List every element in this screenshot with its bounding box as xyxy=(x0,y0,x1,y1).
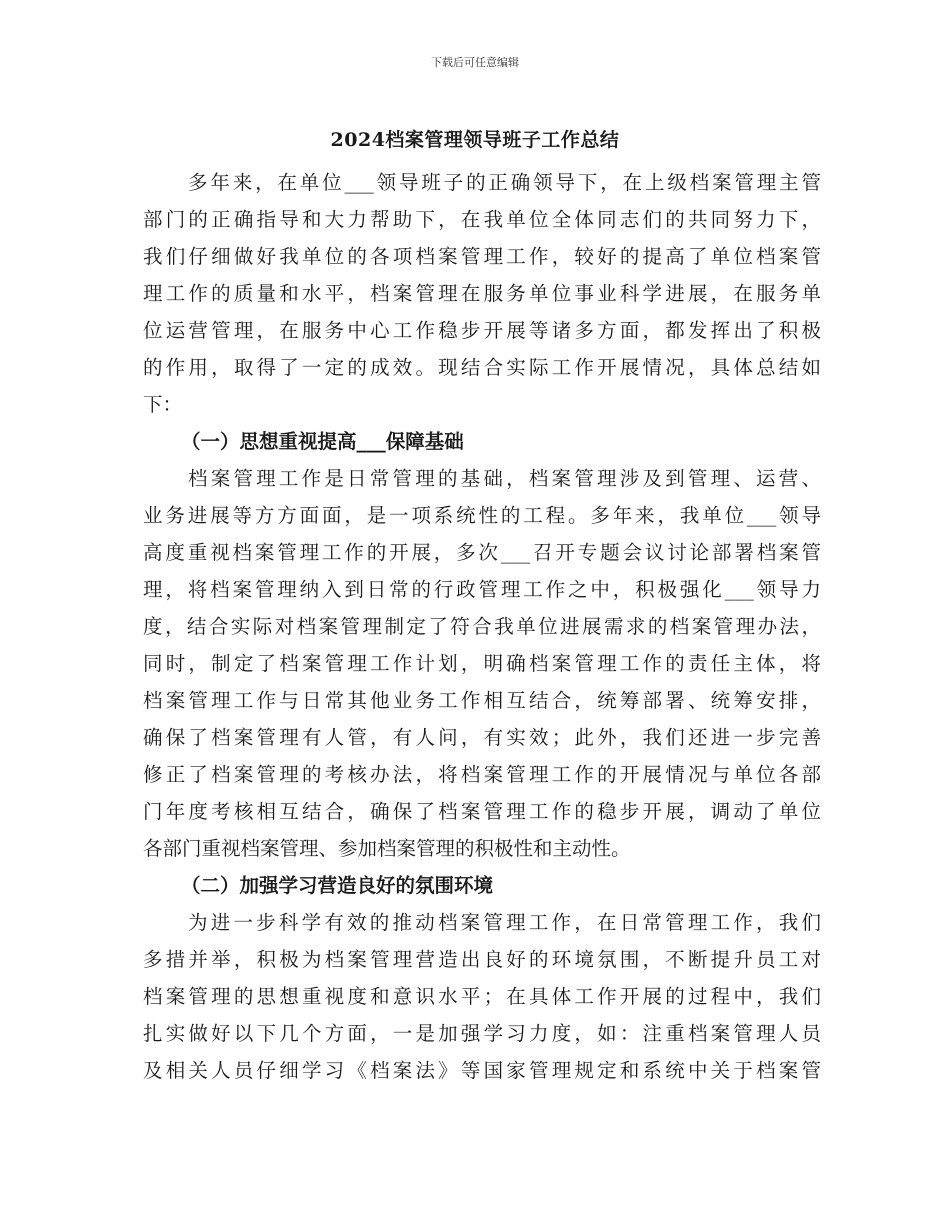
body-text-line: 下： xyxy=(143,393,183,416)
body-text-line: 我们仔细做好我单位的各项档案管理工作，较好的提高了单位档案管 xyxy=(143,245,821,268)
body-text-line: 同时，制定了档案管理工作计划，明确档案管理工作的责任主体，将 xyxy=(143,652,821,675)
document-title: 2024档案管理领导班子工作总结 xyxy=(330,129,620,151)
section-heading: （一）思想重视提高___保障基础 xyxy=(181,430,464,453)
body-text-line: 度，结合实际对档案管理制定了符合我单位进展需求的档案管理办法， xyxy=(143,615,821,638)
body-text-line: 确保了档案管理有人管，有人问，有实效；此外，我们还进一步完善 xyxy=(143,726,821,749)
body-text-line: 业务进展等方方面面，是一项系统性的工程。多年来，我单位___领导 xyxy=(143,504,821,527)
body-text-line: 部门的正确指导和大力帮助下，在我单位全体同志们的共同努力下， xyxy=(143,208,821,231)
body-text-line: 的作用，取得了一定的成效。现结合实际工作开展情况，具体总结如 xyxy=(143,356,821,379)
section-heading: （二）加强学习营造良好的氛围环境 xyxy=(181,874,494,897)
body-text-line: 为进一步科学有效的推动档案管理工作，在日常管理工作，我们 xyxy=(188,911,821,934)
body-text-line: 档案管理工作与日常其他业务工作相互结合，统筹部署、统筹安排， xyxy=(143,689,821,712)
body-text-line: 多年来，在单位___领导班子的正确领导下，在上级档案管理主管 xyxy=(188,171,821,194)
body-text-line: 及相关人员仔细学习《档案法》等国家管理规定和系统中关于档案管 xyxy=(143,1059,821,1082)
document-body xyxy=(143,164,821,1089)
page-header: 下载后可任意编辑 xyxy=(431,56,519,69)
body-text-line: 多措并举，积极为档案管理营造出良好的环境氛围，不断提升员工对 xyxy=(143,948,821,971)
body-text-line: 位运营管理，在服务中心工作稳步开展等诸多方面，都发挥出了积极 xyxy=(143,319,821,342)
body-text-line: 理，将档案管理纳入到日常的行政管理工作之中，积极强化___领导力 xyxy=(143,578,821,601)
body-text-line: 理工作的质量和水平，档案管理在服务单位事业科学进展，在服务单 xyxy=(143,282,821,305)
body-text-line: 修正了档案管理的考核办法，将档案管理工作的开展情况与单位各部 xyxy=(143,763,821,786)
body-text-line: 高度重视档案管理工作的开展，多次___召开专题会议讨论部署档案管 xyxy=(143,541,821,564)
body-text-line: 档案管理工作是日常管理的基础，档案管理涉及到管理、运营、 xyxy=(188,467,821,490)
body-text-line: 扎实做好以下几个方面，一是加强学习力度，如：注重档案管理人员 xyxy=(143,1022,821,1045)
body-text-line: 各部门重视档案管理、参加档案管理的积极性和主动性。 xyxy=(143,837,631,860)
body-text-line: 档案管理的思想重视度和意识水平；在具体工作开展的过程中，我们 xyxy=(143,985,821,1008)
body-text-line: 门年度考核相互结合，确保了档案管理工作的稳步开展，调动了单位 xyxy=(143,800,821,823)
